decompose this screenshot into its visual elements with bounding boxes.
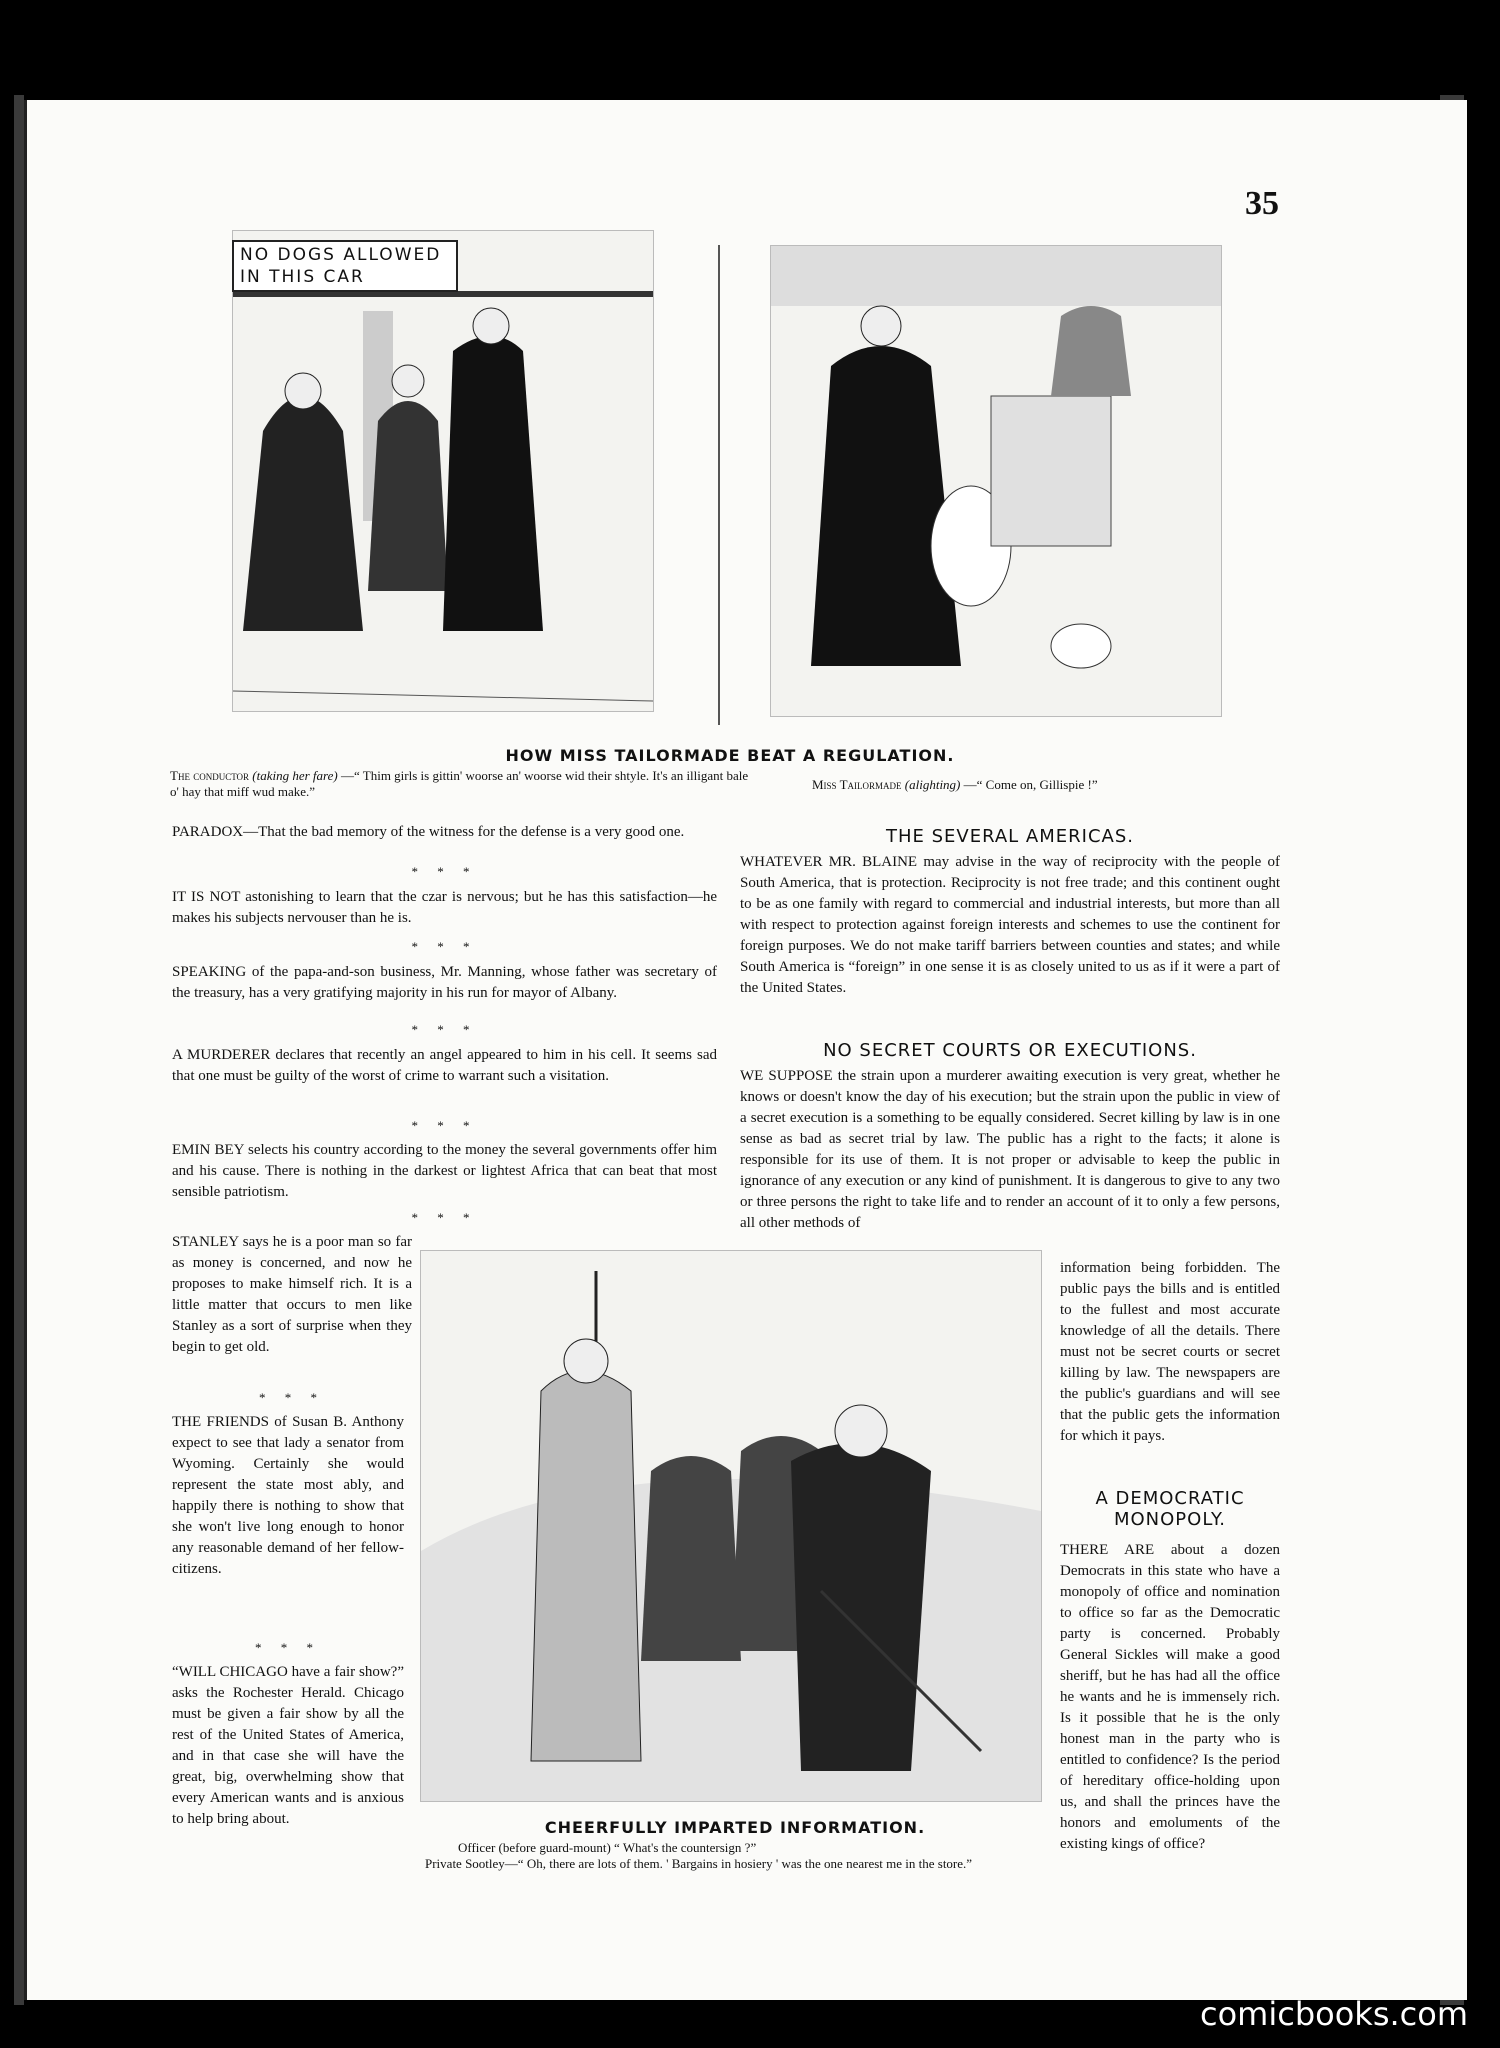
heading-democratic-monopoly: A DEMOCRATIC MONOPOLY. [1095,1488,1245,1530]
article-no-secret-courts: WE SUPPOSE the strain upon a murderer awaiting execution is very great, whether he knows or doesn't know the day of his execution; but the strain upon the public in view of a secret execution is a something to be equally considered. Secret killing by law is in one sense as bad as secret trial by law. The public has a right to the facts; it alone is responsible for its use of them. It is not proper or advisable to keep the public in ignorance of any execution or any kind of punishment. It is dangerous to give to any two or three persons the right to take life and to render an account of it to only a few persons, all other methods of [740,1068,1280,1231]
page-number: 35 [1245,185,1279,222]
article-democratic-monopoly: THERE ARE about a dozen Democrats in this state who have a monopoly of office and nomination to office so far as the Democratic party is concerned. Probably General Sickles will make a good sheriff, but he has had all the office he wants and he is immensely rich. Is it possible that he is the only honest man in the party who is entitled to confidence? Is the period of hereditary office-holding upon us, and shall the princes have the honors and emoluments of the existing kings of office? [1060,1542,1280,1852]
no-dogs-sign: NO DOGS ALLOWED IN THIS CAR [232,240,458,292]
top-cartoon-title: HOW MISS TAILORMADE BEAT A REGULATION. [505,746,955,765]
separator-stars: * * * [411,1022,478,1037]
soldiers-cartoon [420,1250,1042,1802]
paragraph-stanley: STANLEY says he is a poor man so far as money is concerned, and now he proposes to make himself rich. It is a little matter that occurs to men like Stanley as a sort of surprise when they begin to get old. [172,1234,412,1355]
paragraph-manning: SPEAKING of the papa-and-son business, Mr. Manning, whose father was secretary of the treasury, has a very gratifying majority in his run for mayor of Albany. [172,964,717,1001]
separator-stars: * * * [411,1118,478,1133]
cartoon-divider [718,245,720,725]
tailormade-cartoon-left [232,230,654,712]
top-cartoon-right-caption [812,777,1212,793]
alighting-lady-illustration [771,246,1221,716]
paragraph-czar: IT IS NOT astonishing to learn that the czar is nervous; but he has this satisfaction—he makes his subjects nervouser than he is. [172,889,717,926]
right-direction: (alighting) [904,777,961,792]
bottom-cartoon-line2: Private Sootley—“ Oh, there are lots of them. ' Bargains in hosiery ' was the one nearest me in the store.” [425,1856,973,1871]
left-quote: —“ Thim girls is gittin' woorse an' woorse wid their shtyle. It's an illigant bale o' hay that miff wud make.” [170,768,749,799]
streetcar-interior-illustration [233,231,653,711]
soldiers-illustration [421,1251,1041,1801]
right-quote: —“ Come on, Gillispie !” [963,777,1098,792]
separator-stars: * * * [411,1210,478,1225]
separator-stars: * * * [255,1640,321,1655]
left-speaker: The conductor [170,768,250,783]
top-cartoon-left-caption [170,768,750,800]
paragraph-emin-bey: EMIN BEY selects his country according to the money the several governments offer him and his cause. There is nothing in the darkest or lightest Africa that can beat that most sensible patriotism. [172,1142,717,1200]
heading-several-americas: THE SEVERAL AMERICAS. [885,826,1134,847]
bottom-cartoon-title: CHEERFULLY IMPARTED INFORMATION. [544,1818,926,1837]
page-edge-left [14,95,24,2005]
separator-stars: * * * [259,1390,325,1405]
separator-stars: * * * [411,939,478,954]
heading-no-secret-courts: NO SECRET COURTS OR EXECUTIONS. [823,1040,1197,1061]
article-several-americas: WHATEVER MR. BLAINE may advise in the way of reciprocity with the people of South America, that is protection. Reciprocity is not free trade; and this continent ought to be as one family with regard to commercial and industrial interests, but more than all with respect to protection against foreign interests and schemes to use the continent for foreign purposes. We do not make tariff barriers between counties and states; and while South America is “foreign” in one sense it is as closely united to us as if it were a part of the United States. [740,854,1280,996]
right-speaker: Miss Tailormade [812,777,902,792]
bottom-cartoon-line1: Officer (before guard-mount) “ What's the countersign ?” [458,1840,757,1855]
separator-stars: * * * [411,864,478,879]
site-watermark: comicbooks.com [1200,1995,1469,2033]
article-no-secret-courts-cont: information being forbidden. The public pays the bills and is entitled to the fullest and most accurate knowledge of all the details. There must not be secret courts or secret killing by law. The newspapers are the public's guardians and will see that the public gets the information for which it pays. [1060,1260,1280,1444]
paragraph-chicago: “WILL CHICAGO have a fair show?” asks the Rochester Herald. Chicago must be given a fair show by all the rest of the United States of America, and in that case she will have the great, big, overwhelming show that every American wants and is anxious to help bring about. [172,1664,404,1827]
paragraph-paradox: PARADOX—That the bad memory of the witness for the defense is a very good one. [172,824,685,840]
paragraph-anthony: THE FRIENDS of Susan B. Anthony expect to see that lady a senator from Wyoming. Certainly she would represent the state most ably, and happily there is nothing to show that she won't live long enough to honor any reasonable demand of her fellow-citizens. [172,1414,404,1577]
tailormade-cartoon-right [770,245,1222,717]
left-direction: (taking her fare) [252,768,338,783]
paragraph-murderer: A MURDERER declares that recently an angel appeared to him in his cell. It seems sad that one must be guilty of the worst of crime to warrant such a visitation. [172,1047,717,1084]
